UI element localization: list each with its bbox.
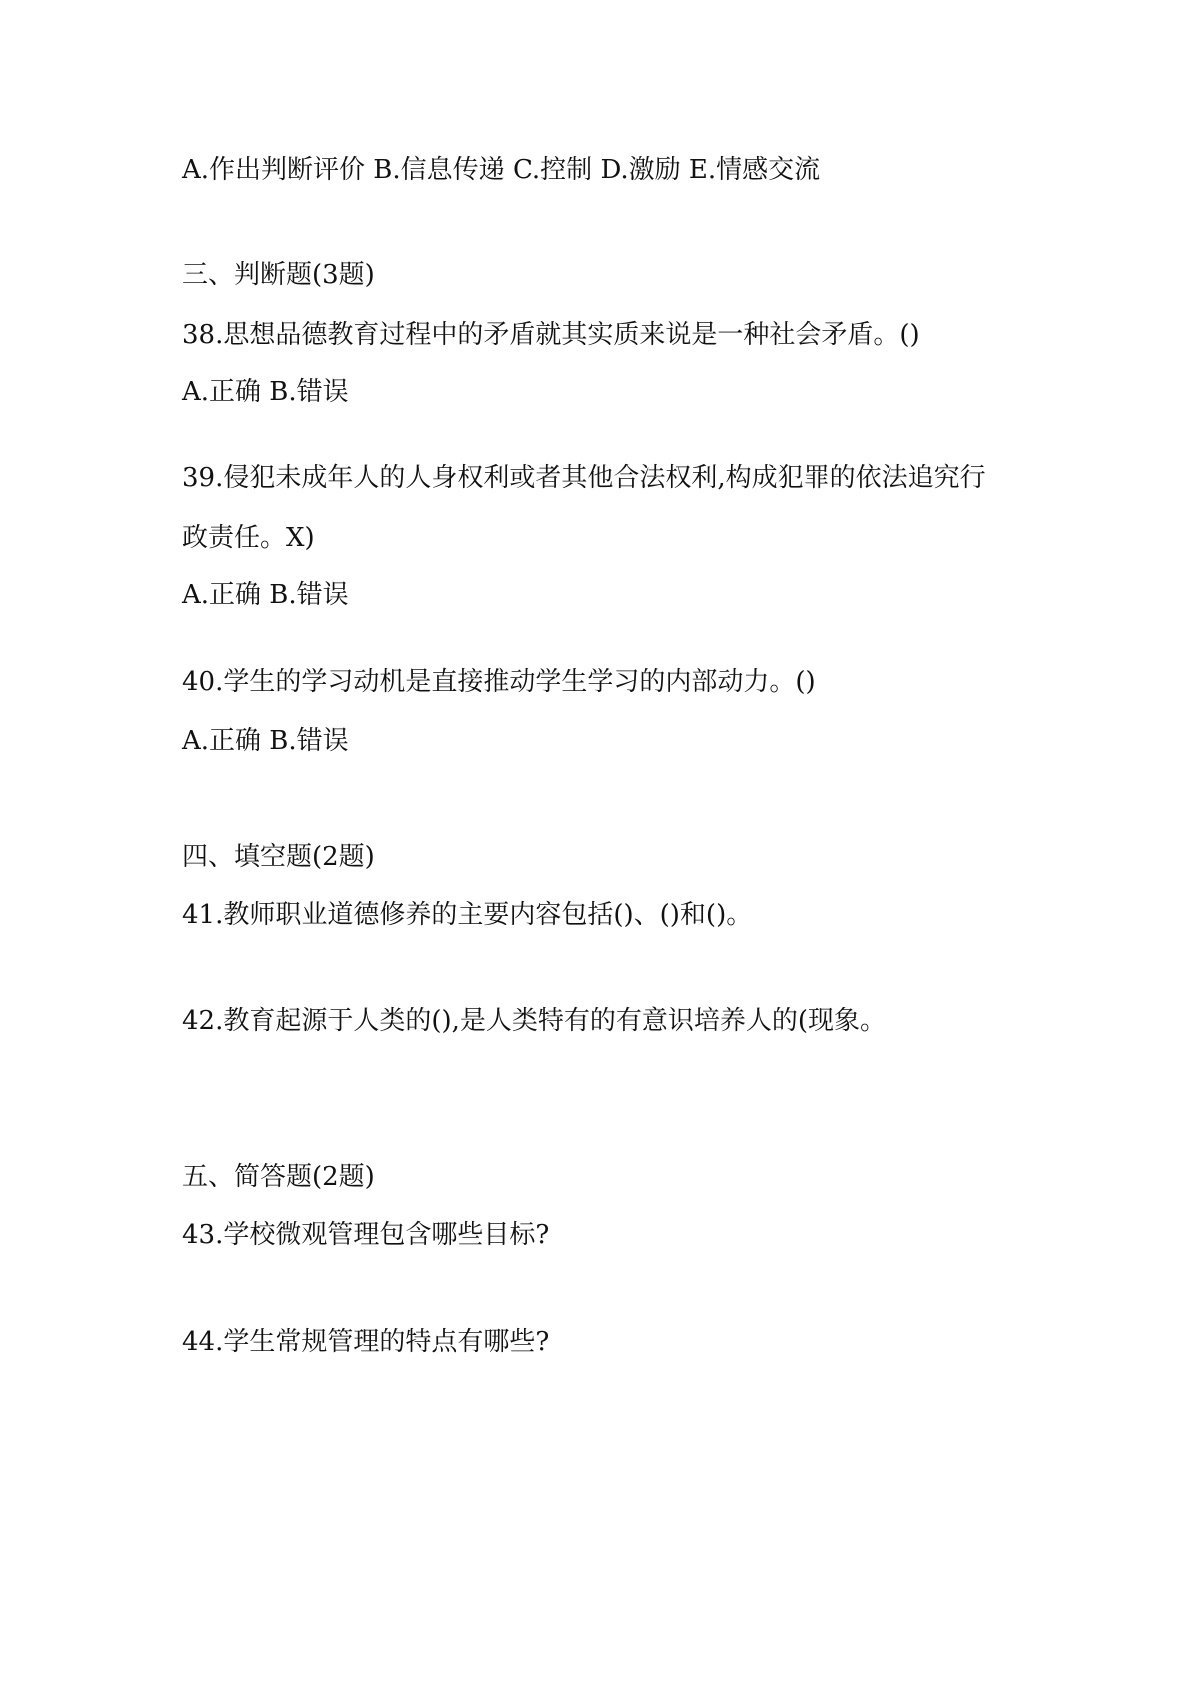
question-42: 42.教育起源于人类的(),是人类特有的有意识培养人的(现象。 xyxy=(182,1006,887,1036)
section-heading-fill-in: 四、填空题(2题) xyxy=(182,842,375,872)
question-39-line-1: 39.侵犯未成年人的人身权利或者其他合法权利,构成犯罪的依法追究行 xyxy=(182,463,986,493)
section-heading-short-answer: 五、简答题(2题) xyxy=(182,1162,375,1192)
section-heading-true-false: 三、判断题(3题) xyxy=(182,260,375,290)
question-40-options: A.正确 B.错误 xyxy=(182,726,349,756)
q37-options: A.作出判断评价 B.信息传递 C.控制 D.激励 E.情感交流 xyxy=(182,155,821,185)
question-39-options: A.正确 B.错误 xyxy=(182,580,349,610)
question-43: 43.学校微观管理包含哪些目标? xyxy=(182,1220,550,1250)
question-40: 40.学生的学习动机是直接推动学生学习的内部动力。() xyxy=(182,667,816,697)
question-44: 44.学生常规管理的特点有哪些? xyxy=(182,1327,550,1357)
question-39-line-2: 政责任。X) xyxy=(182,523,315,553)
question-38-options: A.正确 B.错误 xyxy=(182,377,349,407)
question-41: 41.教师职业道德修养的主要内容包括()、()和()。 xyxy=(182,900,753,930)
question-38: 38.思想品德教育过程中的矛盾就其实质来说是一种社会矛盾。() xyxy=(182,320,920,350)
